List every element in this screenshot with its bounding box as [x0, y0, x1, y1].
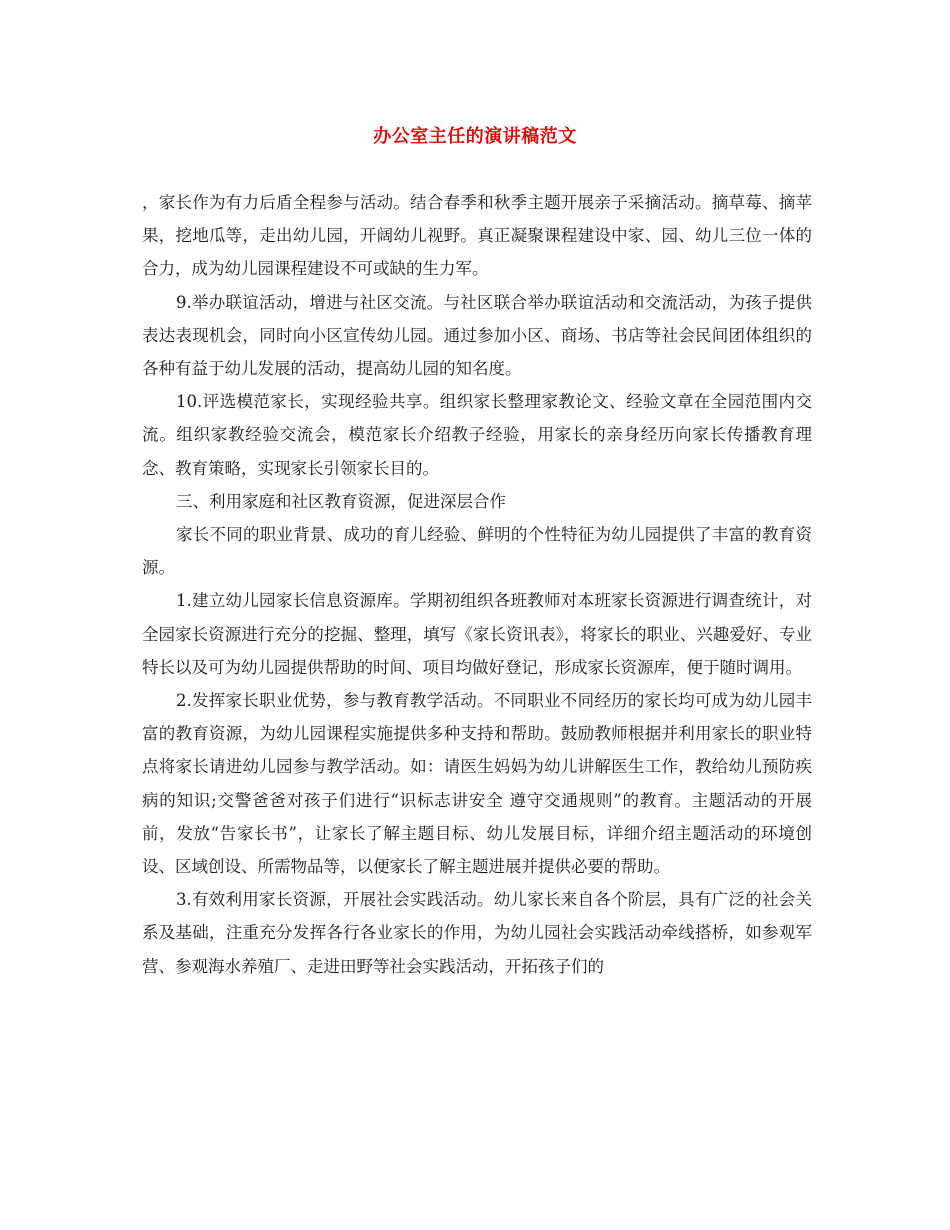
paragraph-item-3: 3.有效利用家长资源，开展社会实践活动。幼儿家长来自各个阶层，具有广泛的社会关系及基础，注重充分发挥各行各业家长的作用，为幼儿园社会实践活动牵线搭桥，如参观军营、参观海水养殖厂、走进田野等社会实践活动，开拓孩子们的: [142, 890, 812, 976]
paragraph-item-1: 1.建立幼儿园家长信息资源库。学期初组织各班教师对本班家长资源进行调查统计，对全园家长资源进行充分的挖掘、整理，填写《家长资讯表》，将家长的职业、兴趣爱好、专业特长以及可为幼儿园提供帮助的时间、项目均做好登记，形成家长资源库，便于随时调用。: [142, 591, 812, 677]
paragraph-item-10: 10.评选模范家长，实现经验共享。组织家长整理家教论文、经验文章在全园范围内交流。组织家教经验交流会，模范家长介绍教子经验，用家长的亲身经历向家长传播教育理念、教育策略，实现家长引领家长目的。: [142, 392, 812, 478]
paragraph-item-9: 9.举办联谊活动，增进与社区交流。与社区联合举办联谊活动和交流活动，为孩子提供表达表现机会，同时向小区宣传幼儿园。通过参加小区、商场、书店等社会民间团体组织的各种有益于幼儿发展的活动，提高幼儿园的知名度。: [142, 292, 812, 379]
paragraph-continuation: ，家长作为有力后盾全程参与活动。结合春季和秋季主题开展亲子采摘活动。摘草莓、摘苹果，挖地瓜等，走出幼儿园，开阔幼儿视野。真正凝聚课程建设中家、园、幼儿三位一体的合力，成为幼儿园课程建设不可或缺的生力军。: [142, 193, 812, 279]
paragraph-item-2: 2.发挥家长职业优势，参与教育教学活动。不同职业不同经历的家长均可成为幼儿园丰富的教育资源，为幼儿园课程实施提供多种支持和帮助。鼓励教师根据并利用家长的职业特点将家长请进幼儿园参与教学活动。如：请医生妈妈为幼儿讲解医生工作，教给幼儿预防疾病的知识;交警爸爸对孩子们进行“识标志讲安全 遵守交通规则”的教育。主题活动的开展前，发放“告家长书”，让家长了解主题目标、幼儿发展目标，详细介绍主题活动的环境创设、区域创设、所需物品等，以便家长了解主题进展并提供必要的帮助。: [142, 691, 812, 877]
document-body: [142, 186, 812, 983]
section-heading-3: 三、利用家庭和社区教育资源，促进深层合作: [176, 491, 506, 511]
paragraph-intro: 家长不同的职业背景、成功的育儿经验、鲜明的个性特征为幼儿园提供了丰富的教育资源。: [142, 525, 812, 578]
document-title: 办公室主任的演讲稿范文: [373, 126, 577, 147]
